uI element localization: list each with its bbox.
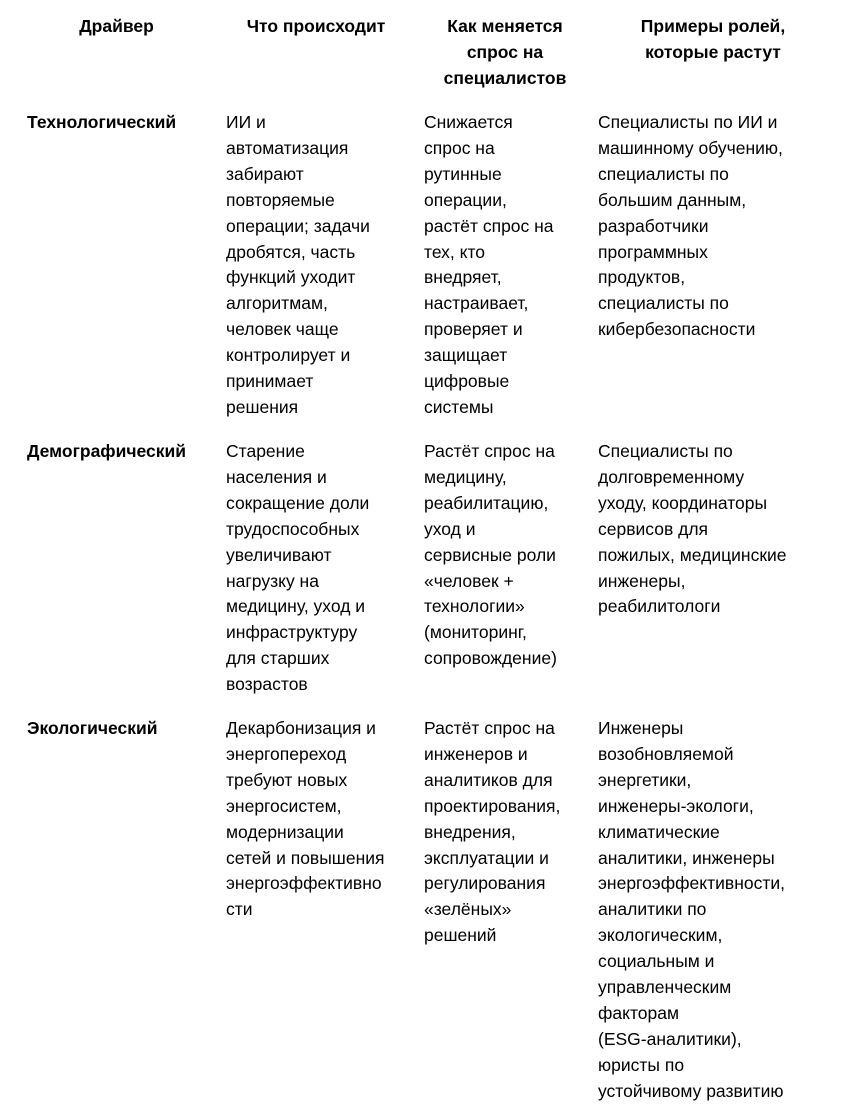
row-growing-roles: Инженеры возобновляемой энергетики, инженеры-экологи, климатические аналитики, инженеры энергоэффективности, аналитики по экологическим, социальным и управленческим факторам (ESG-аналитики), юристы по устойчивому развитию [598,718,785,1101]
row-driver: Демографический [27,441,187,461]
header-what-happens: Что происходит [246,16,386,36]
header-driver: Драйвер [79,16,154,36]
row-demand-change: Снижается спрос на рутинные операции, растёт спрос на тех, кто внедряет, настраивает, проверяет и защищает цифровые системы [424,112,554,417]
table-row [0,716,845,1106]
row-what-happens: Декарбонизация и энергопереход требуют новых энергосистем, модернизации сетей и повышения энергоэффективно сти [226,718,385,920]
row-driver: Экологический [27,718,158,738]
row-demand-change: Растёт спрос на медицину, реабилитацию, уход и сервисные роли «человек + технологии» (мониторинг, сопровождение) [424,441,557,669]
row-what-happens: Старение населения и сокращение доли трудоспособных увеличивают нагрузку на медицину, уход и инфраструктуру для старших возрастов [226,441,370,695]
row-driver: Технологический [27,112,177,132]
row-demand-change: Растёт спрос на инженеров и аналитиков для проектирования, внедрения, эксплуатации и регулирования «зелёных» решений [424,718,561,946]
row-growing-roles: Специалисты по ИИ и машинному обучению, специалисты по большим данным, разработчики программных продуктов, специалисты по кибербезопасности [598,112,783,340]
row-growing-roles: Специалисты по долговременному уходу, координаторы сервисов для пожилых, медицинские инженеры, реабилитологи [598,441,787,617]
row-what-happens: ИИ и автоматизация забирают повторяемые операции; задачи дробятся, часть функций уходит алгоритмам, человек чаще контролирует и принимает решения [226,112,370,417]
table-row [0,439,845,709]
table-header-row [0,14,845,114]
header-growing-roles: Примеры ролей, которые растут [640,16,786,62]
table-row [0,110,845,430]
header-demand-change: Как меняется спрос на специалистов [443,16,567,88]
